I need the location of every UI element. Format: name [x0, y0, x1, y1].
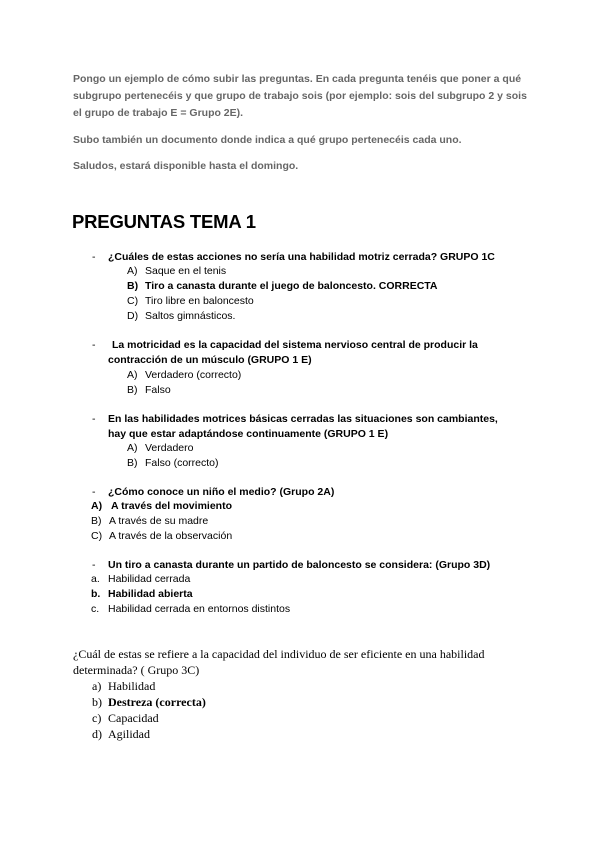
q4-option-b	[91, 514, 208, 529]
option-marker: B)	[91, 515, 102, 527]
option-text: Destreza (correcta)	[108, 695, 206, 709]
question-3-line-1: En las habilidades motrices básicas cerradas las situaciones son cambiantes,	[108, 413, 498, 425]
q2-option-a	[127, 368, 241, 383]
page-title: PREGUNTAS TEMA 1	[72, 211, 256, 232]
option-marker: b)	[92, 695, 102, 709]
option-marker: C)	[127, 295, 139, 307]
option-text: Habilidad cerrada en entornos distintos	[108, 603, 291, 615]
q1-option-b	[127, 279, 438, 294]
q5-option-c	[91, 602, 290, 617]
q6-option-b	[92, 694, 206, 710]
option-text: Falso	[145, 384, 171, 396]
option-text: Falso (correcto)	[145, 457, 219, 469]
q2-option-b	[127, 383, 171, 398]
q5-option-b	[91, 587, 193, 602]
option-marker: A)	[127, 265, 138, 277]
q5-option-a	[91, 572, 190, 587]
option-text: A través de su madre	[109, 515, 209, 527]
q3-option-a	[127, 441, 193, 456]
q1-option-d	[127, 309, 235, 324]
option-marker: D)	[127, 310, 139, 322]
q4-option-a	[91, 499, 232, 514]
question-6-line-2: determinada? ( Grupo 3C)	[73, 663, 200, 677]
option-text: Saque en el tenis	[145, 265, 227, 277]
option-marker: a.	[91, 573, 100, 585]
bullet-dash: -	[92, 339, 96, 351]
option-marker: A)	[127, 442, 138, 454]
option-marker: B)	[127, 384, 138, 396]
option-marker: C)	[91, 530, 103, 542]
option-text: Habilidad	[108, 679, 156, 693]
option-marker: b.	[91, 588, 101, 600]
q1-option-a	[127, 264, 226, 279]
bullet-dash: -	[92, 251, 96, 263]
option-text: Saltos gimnásticos.	[145, 310, 236, 322]
option-text: Verdadero (correcto)	[145, 369, 242, 381]
option-marker: c.	[91, 603, 100, 615]
option-marker: A)	[91, 500, 103, 512]
intro-paragraph-2: Subo también un documento donde indica a qué grupo pertenecéis cada uno.	[73, 134, 462, 146]
bullet-dash: -	[92, 486, 96, 498]
option-text: A través de la observación	[109, 530, 233, 542]
question-5: Un tiro a canasta durante un partido de baloncesto se considera: (Grupo 3D)	[108, 559, 491, 571]
bullet-dash: -	[92, 559, 96, 571]
option-text: Verdadero	[145, 442, 194, 454]
question-4: ¿Cómo conoce un niño el medio? (Grupo 2A)	[108, 486, 335, 498]
q1-option-c	[127, 294, 254, 309]
question-1: ¿Cuáles de estas acciones no sería una habilidad motriz cerrada? GRUPO 1C	[108, 251, 495, 263]
option-text: Habilidad abierta	[108, 588, 193, 600]
q6-option-c	[92, 710, 159, 726]
q4-option-c	[91, 529, 232, 544]
option-marker: d)	[92, 727, 102, 741]
option-marker: c)	[92, 711, 102, 725]
q6-option-a	[92, 678, 155, 694]
question-6-line-1: ¿Cuál de estas se refiere a la capacidad del individuo de ser eficiente en una habilidad	[73, 647, 485, 661]
option-marker: B)	[127, 280, 139, 292]
question-2-line-2: contracción de un músculo (GRUPO 1 E)	[108, 354, 312, 366]
question-3-line-2: hay que estar adaptándose continuamente (GRUPO 1 E)	[108, 428, 389, 440]
question-2-line-1: La motricidad es la capacidad del sistema nervioso central de producir la	[112, 339, 478, 351]
intro-paragraph-3: Saludos, estará disponible hasta el domingo.	[73, 160, 299, 172]
bullet-dash: -	[92, 413, 96, 425]
option-text: Habilidad cerrada	[108, 573, 191, 585]
q3-option-b	[127, 456, 219, 471]
option-marker: A)	[127, 369, 138, 381]
option-marker: a)	[92, 679, 102, 693]
q6-option-d	[92, 726, 150, 742]
option-text: Agilidad	[108, 727, 150, 741]
option-text: Tiro a canasta durante el juego de baloncesto. CORRECTA	[145, 280, 438, 292]
intro-paragraph-1: Pongo un ejemplo de cómo subir las preguntas. En cada pregunta tenéis que poner a qué subgrupo pertenecéis y que grupo de trabajo sois (por ejemplo: sois del subgrupo 2 y sois el grupo de trabajo E = Grupo 2E).	[73, 73, 527, 119]
option-text: Capacidad	[108, 711, 159, 725]
option-text: A través del movimiento	[111, 500, 232, 512]
option-text: Tiro libre en baloncesto	[145, 295, 254, 307]
option-marker: B)	[127, 457, 138, 469]
